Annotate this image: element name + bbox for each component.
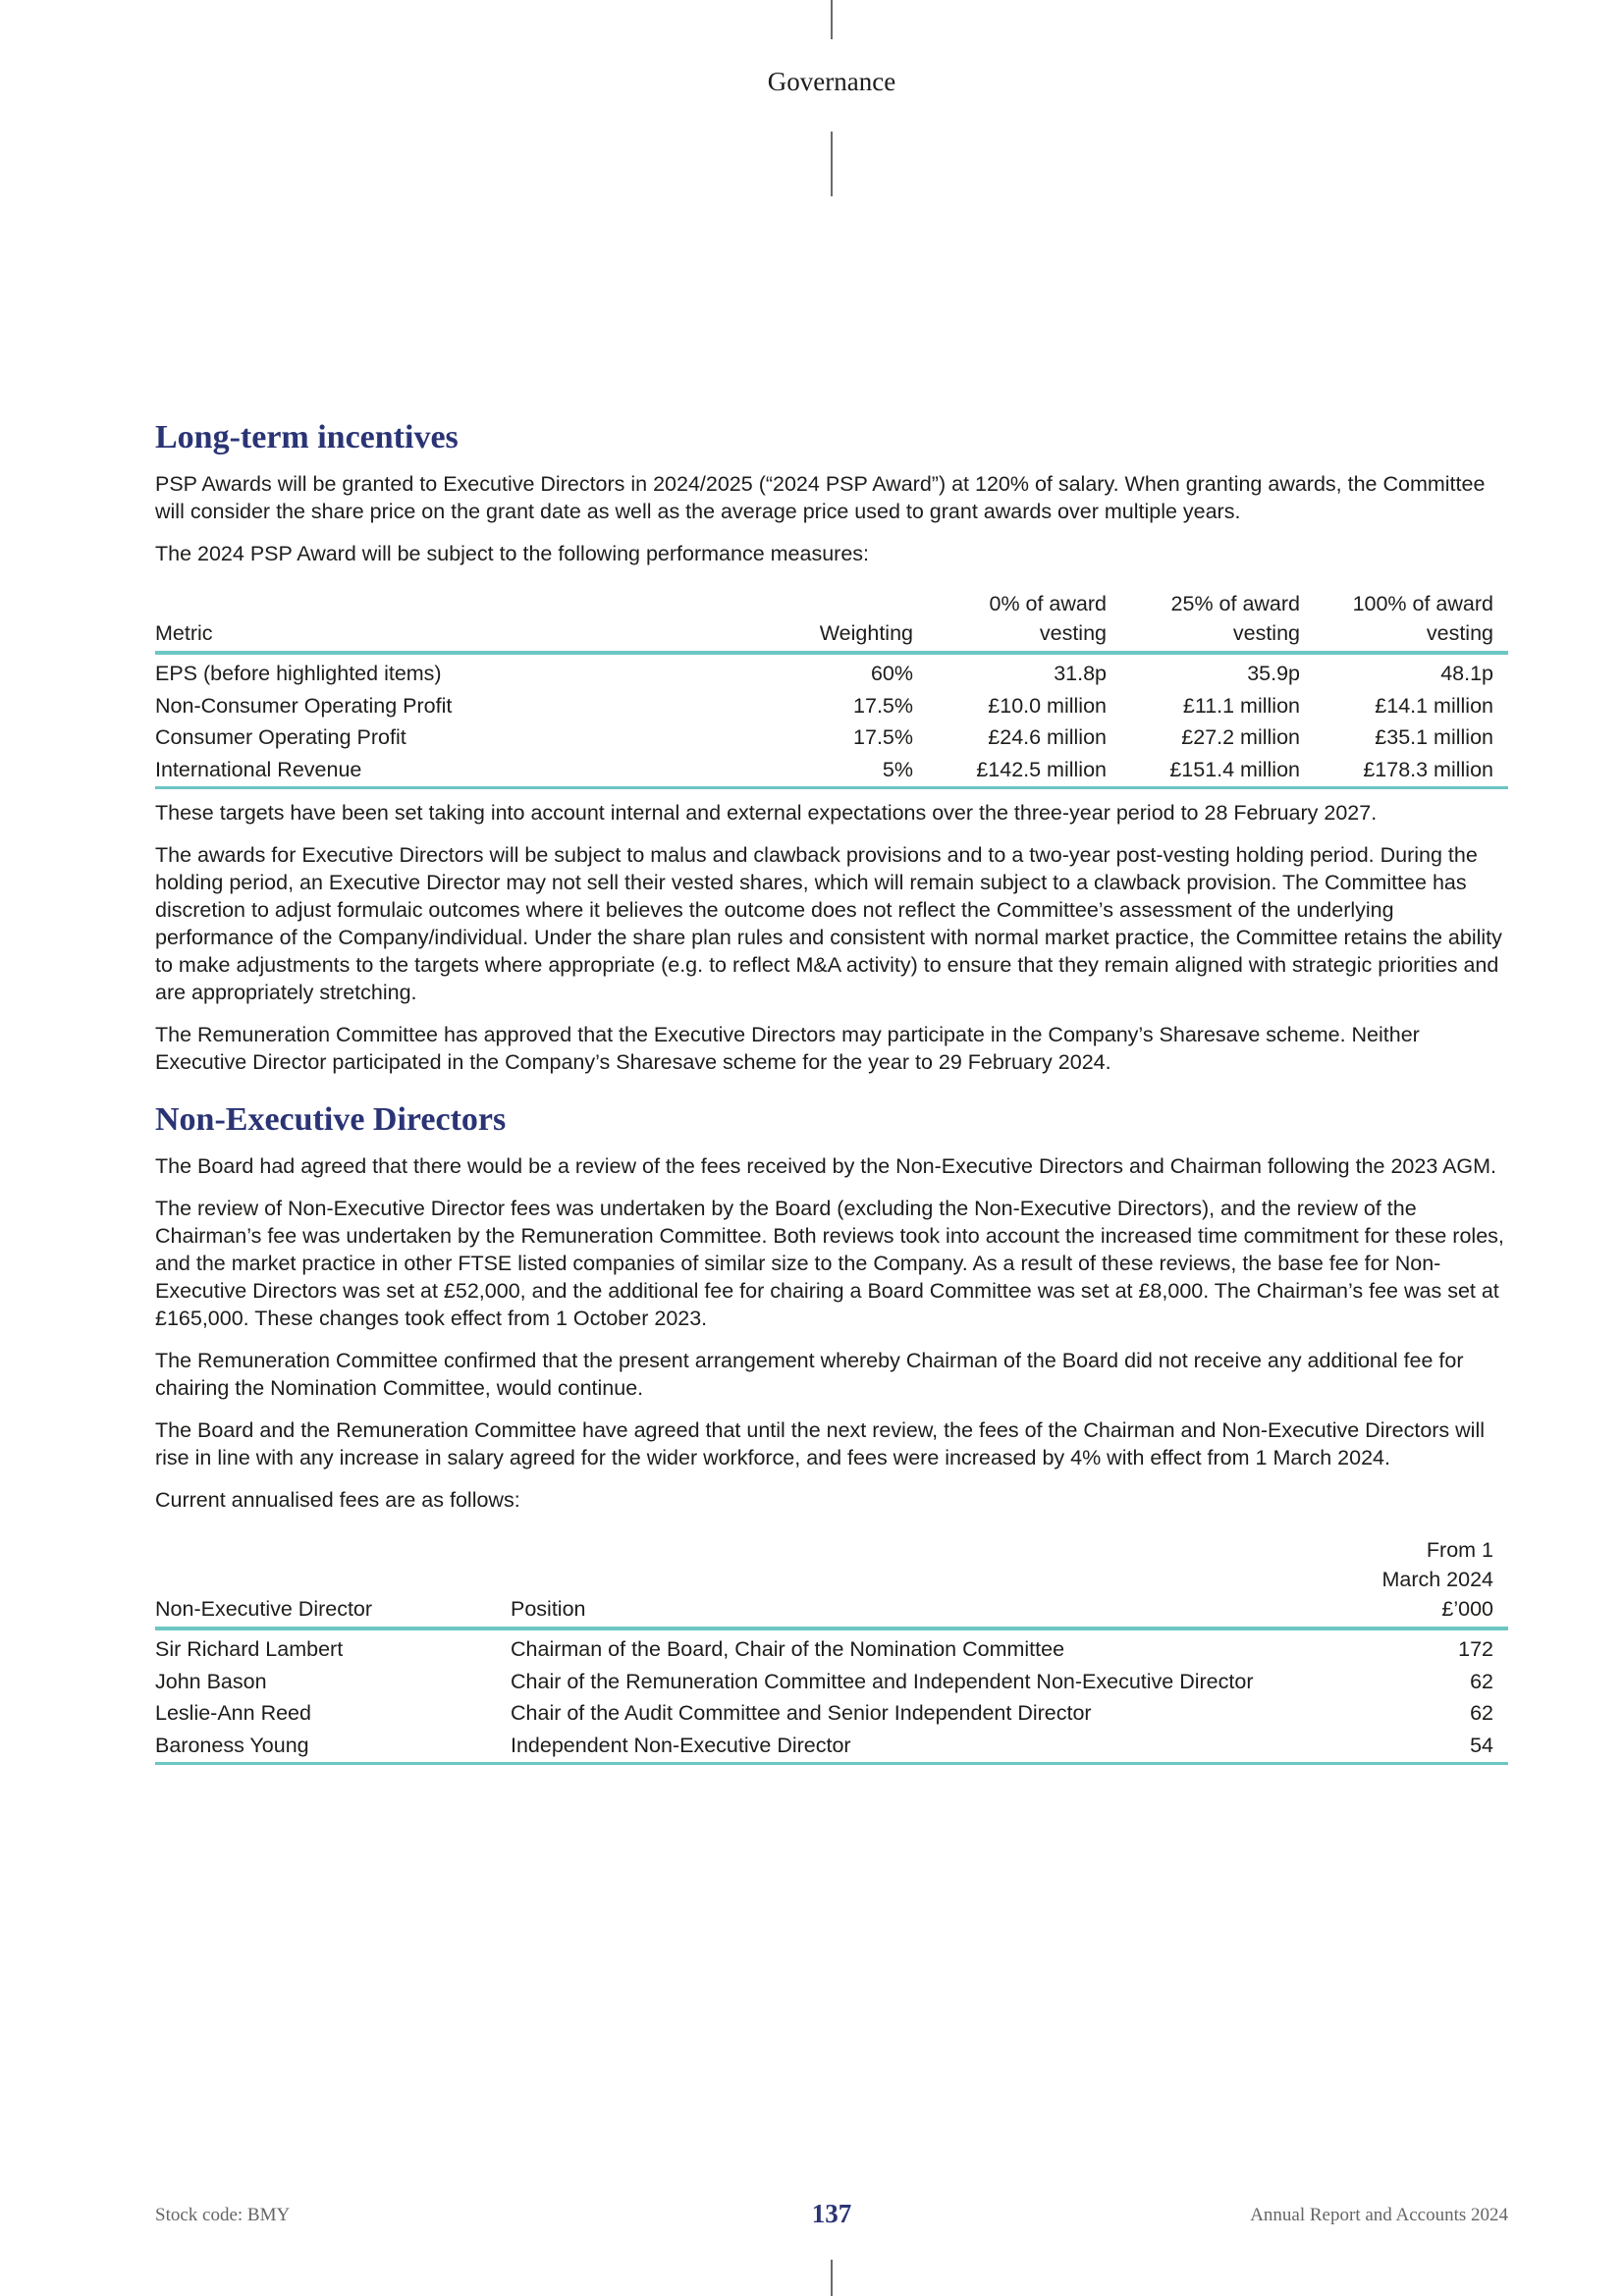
- table-cell: 48.1p: [1440, 662, 1493, 685]
- table-cell: EPS (before highlighted items): [155, 662, 442, 685]
- table-cell: £151.4 million: [1169, 757, 1300, 781]
- main-content: [155, 419, 1508, 1765]
- stock-code: Stock code: BMY: [155, 2205, 291, 2225]
- page-number: 137: [811, 2199, 852, 2228]
- table-cell: Chair of the Audit Committee and Senior Independent Director: [511, 1701, 1092, 1725]
- table-cell: 172: [1458, 1637, 1493, 1661]
- top-divider-line: [831, 0, 833, 39]
- table-row: [155, 1666, 1508, 1698]
- paragraph: The Board and the Remuneration Committee have agreed that until the next review, the fees of the Chairman and Non-Executive Directors will rise in line with any increase in salary agreed for the wider workforce, and fees were increased by 4% with effect from 1 March 2024.: [155, 1418, 1486, 1469]
- table-cell: John Bason: [155, 1669, 267, 1693]
- table-row: [155, 690, 1508, 722]
- table-cell: 5%: [882, 757, 913, 781]
- table-cell: £11.1 million: [1182, 693, 1300, 718]
- column-header: Metric: [155, 621, 213, 645]
- psp-performance-table: [155, 589, 1508, 789]
- table-header-row: [155, 589, 1508, 653]
- table-cell: £142.5 million: [976, 757, 1107, 781]
- table-cell: 31.8p: [1054, 662, 1107, 685]
- paragraph: The review of Non-Executive Director fees was undertaken by the Board (excluding the Non-Executive Directors), and the review of the Chairman’s fee was undertaken by the Remuneration Committee. Both reviews took into account the increased time commitment for these roles, and the market practice in other FTSE listed companies of similar size to the Company. As a result of these reviews, the base fee for Non-Executive Directors was set at £52,000, and the additional fee for chairing a Board Committee was set at £8,000. The Chairman’s fee was set at £165,000. These changes took effect from 1 October 2023.: [155, 1197, 1504, 1330]
- column-header: 100% of award vesting: [1352, 592, 1493, 645]
- ned-fees-table: [155, 1535, 1508, 1765]
- table-cell: 17.5%: [853, 725, 913, 749]
- table-cell: Independent Non-Executive Director: [511, 1733, 851, 1757]
- table-cell: 60%: [870, 662, 913, 685]
- paragraph: The Remuneration Committee has approved that the Executive Directors may participate in the Company’s Sharesave scheme. Neither Executive Director participated in the Company’s Sharesave scheme for the year to 29 February 2024.: [155, 1023, 1420, 1074]
- column-header: Position: [511, 1597, 586, 1621]
- report-title: Annual Report and Accounts 2024: [1250, 2205, 1508, 2225]
- table-cell: £24.6 million: [988, 725, 1107, 749]
- table-row: [155, 721, 1508, 754]
- column-header: Weighting: [819, 621, 913, 645]
- column-header: 25% of award vesting: [1170, 592, 1300, 645]
- paragraph: The Board had agreed that there would be a review of the fees received by the Non-Executive Directors and Chairman following the 2023 AGM.: [155, 1154, 1497, 1178]
- table-cell: Non-Consumer Operating Profit: [155, 693, 453, 718]
- table-row: [155, 653, 1508, 690]
- column-header: From 1 March 2024 £’000: [1381, 1538, 1493, 1621]
- table-header-row: [155, 1535, 1508, 1629]
- table-cell: £10.0 million: [988, 693, 1107, 718]
- table-cell: Chairman of the Board, Chair of the Nomination Committee: [511, 1637, 1065, 1661]
- table-cell: 62: [1470, 1669, 1493, 1693]
- paragraph: These targets have been set taking into account internal and external expectations over the three-year period to 28 February 2027.: [155, 801, 1378, 825]
- table-row: [155, 1730, 1508, 1764]
- table-cell: International Revenue: [155, 757, 362, 781]
- paragraph: The 2024 PSP Award will be subject to the following performance measures:: [155, 542, 870, 565]
- paragraph: Current annualised fees are as follows:: [155, 1488, 520, 1512]
- table-cell: Consumer Operating Profit: [155, 725, 406, 749]
- table-cell: £178.3 million: [1363, 757, 1493, 781]
- bottom-divider-line: [831, 2260, 833, 2296]
- table-cell: 35.9p: [1247, 662, 1300, 685]
- table-cell: 54: [1470, 1733, 1493, 1757]
- table-cell: Chair of the Remuneration Committee and Independent Non-Executive Director: [511, 1669, 1254, 1693]
- table-row: [155, 1629, 1508, 1666]
- table-cell: Leslie-Ann Reed: [155, 1701, 311, 1725]
- table-cell: £35.1 million: [1375, 725, 1493, 749]
- paragraph: The awards for Executive Directors will be subject to malus and clawback provisions and to a two-year post-vesting holding period. During the holding period, an Executive Director may not sell their vested shares, which will remain subject to a clawback provision. The Committee has discretion to adjust formulaic outcomes where it believes the outcome does not reflect the Committee’s assessment of the underlying performance of the Company/individual. Under the share plan rules and consistent with normal market practice, the Committee retains the ability to make adjustments to the targets where appropriate (e.g. to reflect M&A activity) to ensure that they remain aligned with strategic priorities and are appropriately stretching.: [155, 843, 1502, 1004]
- column-header: Non-Executive Director: [155, 1597, 373, 1621]
- long-term-incentives-heading: Long-term incentives: [155, 419, 459, 455]
- non-executive-directors-heading: Non-Executive Directors: [155, 1101, 507, 1138]
- section-divider-line: [831, 132, 833, 196]
- section-label: Governance: [767, 67, 896, 96]
- table-cell: 62: [1470, 1701, 1493, 1725]
- table-cell: £14.1 million: [1375, 693, 1493, 718]
- paragraph: The Remuneration Committee confirmed that the present arrangement whereby Chairman of the Board did not receive any additional fee for chairing the Nomination Committee, would continue.: [155, 1349, 1464, 1400]
- table-cell: Sir Richard Lambert: [155, 1637, 344, 1661]
- table-cell: Baroness Young: [155, 1733, 309, 1757]
- table-cell: £27.2 million: [1181, 725, 1300, 749]
- paragraph: PSP Awards will be granted to Executive Directors in 2024/2025 (“2024 PSP Award”) at 120% of salary. When granting awards, the Committee will consider the share price on the grant date as well as the average price used to grant awards over multiple years.: [155, 472, 1486, 523]
- table-cell: 17.5%: [853, 693, 913, 718]
- table-row: [155, 1697, 1508, 1730]
- column-header: 0% of award vesting: [989, 592, 1107, 645]
- table-row: [155, 754, 1508, 788]
